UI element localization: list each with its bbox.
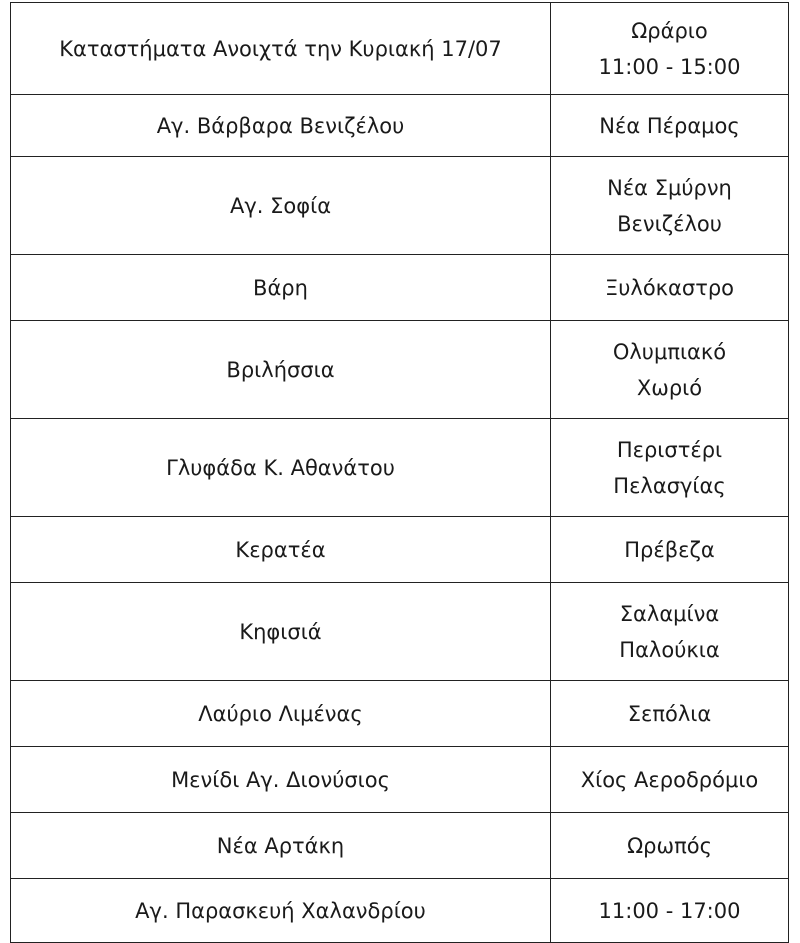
store-location-cell-right [551, 813, 789, 879]
table-row [11, 747, 789, 813]
table-title: Καταστήματα Ανοιχτά την Κυριακή 17/07 [11, 3, 551, 95]
store-location-cell-right [551, 747, 789, 813]
store-hours-table [10, 2, 789, 943]
cell-text-line: Βενιζέλου [617, 211, 722, 236]
store-location-cell: Μενίδι Αγ. Διονύσιος [11, 747, 551, 813]
hours-value: 11:00 - 15:00 [598, 54, 741, 79]
store-location-cell: Γλυφάδα Κ. Αθανάτου [11, 419, 551, 517]
store-location-cell-right [551, 95, 789, 157]
cell-text-line: Πελασγίας [613, 473, 726, 498]
table-body [11, 95, 789, 943]
hours-label: Ωράριο [631, 18, 708, 43]
store-location-cell: Βάρη [11, 255, 551, 321]
store-location-cell: Βριλήσσια [11, 321, 551, 419]
store-location-cell: Αγ. Παρασκευή Χαλανδρίου [11, 879, 551, 943]
store-location-cell-right [551, 681, 789, 747]
store-location-cell: Κερατέα [11, 517, 551, 583]
cell-text-line: Σαλαμίνα [619, 601, 720, 626]
cell-text-line: Νέα Σμύρνη [607, 175, 732, 200]
table-row [11, 255, 789, 321]
table-row [11, 681, 789, 747]
hours-header [551, 3, 789, 95]
table-row [11, 157, 789, 255]
store-location-cell-right [551, 517, 789, 583]
cell-text-line: Πρέβεζα [624, 537, 715, 562]
table-row [11, 583, 789, 681]
cell-text-line: 11:00 - 17:00 [598, 898, 741, 923]
cell-text-line: Ξυλόκαστρο [604, 275, 735, 300]
store-location-cell-right [551, 255, 789, 321]
store-location-cell-right [551, 157, 789, 255]
store-location-cell: Κηφισιά [11, 583, 551, 681]
cell-text-line: Χίος Αεροδρόμιο [580, 767, 759, 792]
table-row [11, 419, 789, 517]
cell-text-line: Χωριό [636, 375, 703, 400]
table-row [11, 879, 789, 943]
cell-text-line: Παλούκια [619, 637, 720, 662]
store-location-cell-right [551, 583, 789, 681]
table-row [11, 813, 789, 879]
table-header-row [11, 3, 789, 95]
store-location-cell-right [551, 321, 789, 419]
cell-text-line: Νέα Πέραμος [599, 113, 740, 138]
table-row [11, 321, 789, 419]
store-location-cell: Νέα Αρτάκη [11, 813, 551, 879]
table-row [11, 95, 789, 157]
store-location-cell: Λαύριο Λιμένας [11, 681, 551, 747]
cell-text-line: Περιστέρι [616, 437, 723, 462]
cell-text-line: Σεπόλια [627, 701, 712, 726]
store-location-cell: Αγ. Βάρβαρα Βενιζέλου [11, 95, 551, 157]
store-location-cell-right [551, 419, 789, 517]
cell-text-line: Ωρωπός [627, 833, 712, 858]
store-location-cell-right [551, 879, 789, 943]
store-location-cell: Αγ. Σοφία [11, 157, 551, 255]
table-row [11, 517, 789, 583]
cell-text-line: Ολυμπιακό [612, 339, 727, 364]
